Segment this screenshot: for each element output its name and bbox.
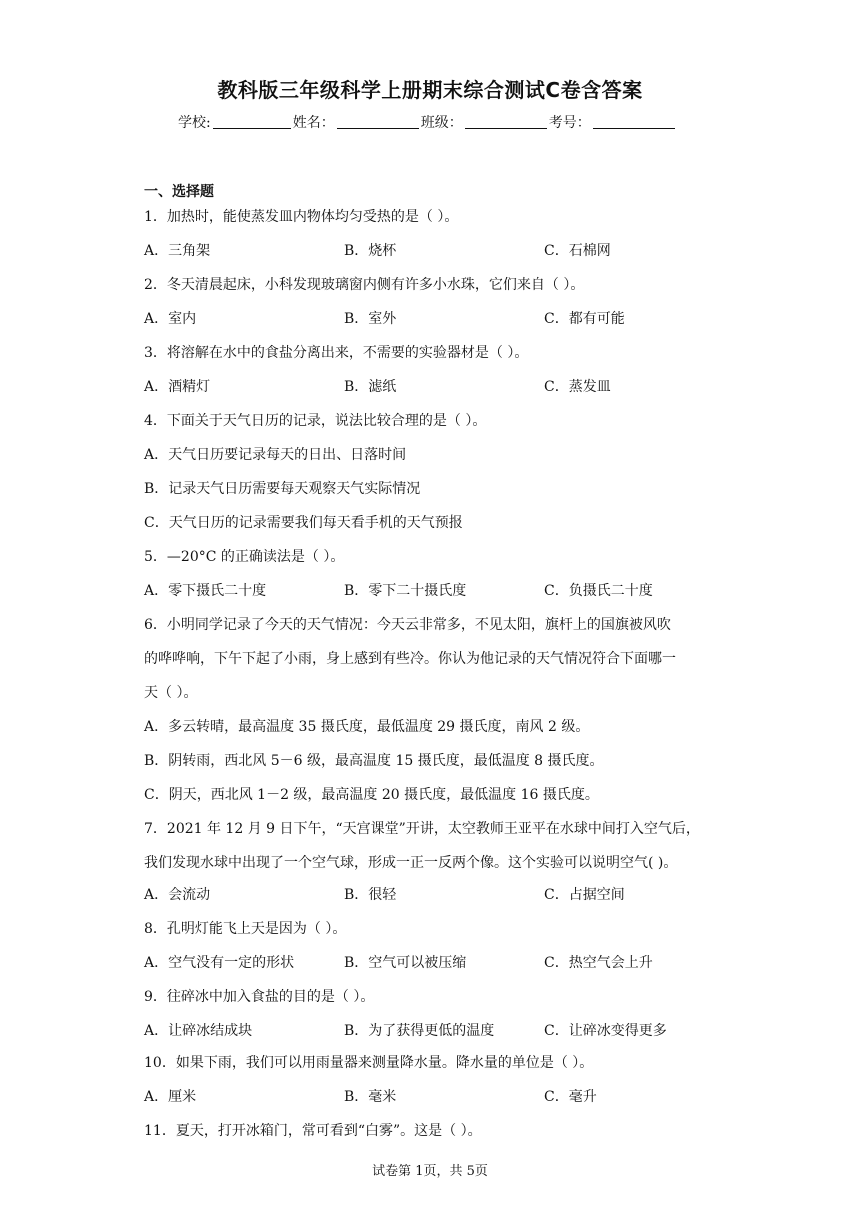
option-a: A．会流动	[144, 887, 211, 903]
option-a: A．天气日历要记录每天的日出、日落时间	[144, 447, 407, 463]
option-c: C．占据空间	[544, 887, 625, 903]
option-c: C．石棉网	[544, 243, 611, 259]
question-stem: 10．如果下雨，我们可以用雨量器来测量降水量。降水量的单位是（ ）。	[144, 1055, 594, 1071]
option-b: B．滤纸	[344, 379, 397, 395]
question-stem: 8．孔明灯能飞上天是因为（ ）。	[144, 921, 347, 937]
option-a: A．厘米	[144, 1089, 197, 1105]
school-label: 学校:	[178, 115, 211, 131]
option-a: A．让碎冰结成块	[144, 1023, 253, 1039]
option-b: B．烧杯	[344, 243, 397, 259]
exam-title: 教科版三年级科学上册期末综合测试C卷含答案	[217, 78, 643, 102]
option-b: B．空气可以被压缩	[344, 955, 467, 971]
question-stem: 6．小明同学记录了今天的天气情况：今天云非常多，不见太阳，旗杆上的国旗被风吹	[144, 617, 671, 633]
option-c: C．蒸发皿	[544, 379, 611, 395]
page-footer: 试卷第 1页，共 5页	[372, 1164, 488, 1179]
exam-number-label: 考号：	[548, 115, 591, 131]
option-b: B．很轻	[344, 887, 397, 903]
question-stem: 5．—20°C 的正确读法是（ ）。	[144, 549, 345, 565]
question-stem: 9．往碎冰中加入食盐的目的是（ ）。	[144, 989, 375, 1005]
option-b: B．记录天气日历需要每天观察天气实际情况	[144, 481, 421, 497]
option-b: B．毫米	[344, 1089, 397, 1105]
option-c: C．热空气会上升	[544, 955, 653, 971]
question-stem: 2．冬天清晨起床，小科发现玻璃窗内侧有许多小水珠，它们来自（ ）。	[144, 277, 585, 293]
section-title: 一、选择题	[144, 184, 214, 200]
name-label: 姓名：	[292, 115, 335, 131]
question-stem: 7．2021 年 12 月 9 日下午，“天宫课堂”开讲，太空教师王亚平在水球中间打入空气后，	[144, 821, 700, 837]
option-c: C．负摄氏二十度	[544, 583, 653, 599]
option-a: A．多云转晴，最高温度 35 摄氏度，最低温度 29 摄氏度，南风 2 级。	[144, 719, 590, 735]
option-b: B．为了获得更低的温度	[344, 1023, 495, 1039]
option-c: C．阴天，西北风 1－2 级，最高温度 20 摄氏度，最低温度 16 摄氏度。	[144, 787, 599, 803]
student-info-row	[178, 112, 677, 132]
question-stem: 3．将溶解在水中的食盐分离出来，不需要的实验器材是（ ）。	[144, 345, 529, 361]
question-stem-continued: 天（ ）。	[144, 685, 198, 701]
name-blank	[337, 127, 419, 129]
option-a: A．三角架	[144, 243, 211, 259]
option-b: B．室外	[344, 311, 397, 327]
question-stem: 1．加热时，能使蒸发皿内物体均匀受热的是（ ）。	[144, 209, 459, 225]
class-blank	[465, 127, 547, 129]
question-stem: 4．下面关于天气日历的记录，说法比较合理的是（ ）。	[144, 413, 487, 429]
option-a: A．室内	[144, 311, 197, 327]
option-c: C．天气日历的记录需要我们每天看手机的天气预报	[144, 515, 463, 531]
option-b: B．阴转雨，西北风 5－6 级，最高温度 15 摄氏度，最低温度 8 摄氏度。	[144, 753, 604, 769]
class-label: 班级：	[420, 115, 463, 131]
option-c: C．都有可能	[544, 311, 625, 327]
option-a: A．酒精灯	[144, 379, 211, 395]
option-c: C．让碎冰变得更多	[544, 1023, 667, 1039]
question-stem: 11．夏天，打开冰箱门，常可看到“白雾”。这是（ ）。	[144, 1123, 482, 1139]
question-stem-continued: 我们发现水球中出现了一个空气球，形成一正一反两个像。这个实验可以说明空气( )。	[144, 855, 678, 871]
option-b: B．零下二十摄氏度	[344, 583, 467, 599]
option-c: C．毫升	[544, 1089, 597, 1105]
question-stem-continued: 的哗哗响，下午下起了小雨，身上感到有些冷。你认为他记录的天气情况符合下面哪一	[144, 651, 676, 667]
school-blank	[213, 127, 291, 129]
option-a: A．空气没有一定的形状	[144, 955, 295, 971]
exam-number-blank	[593, 127, 675, 129]
option-a: A．零下摄氏二十度	[144, 583, 267, 599]
